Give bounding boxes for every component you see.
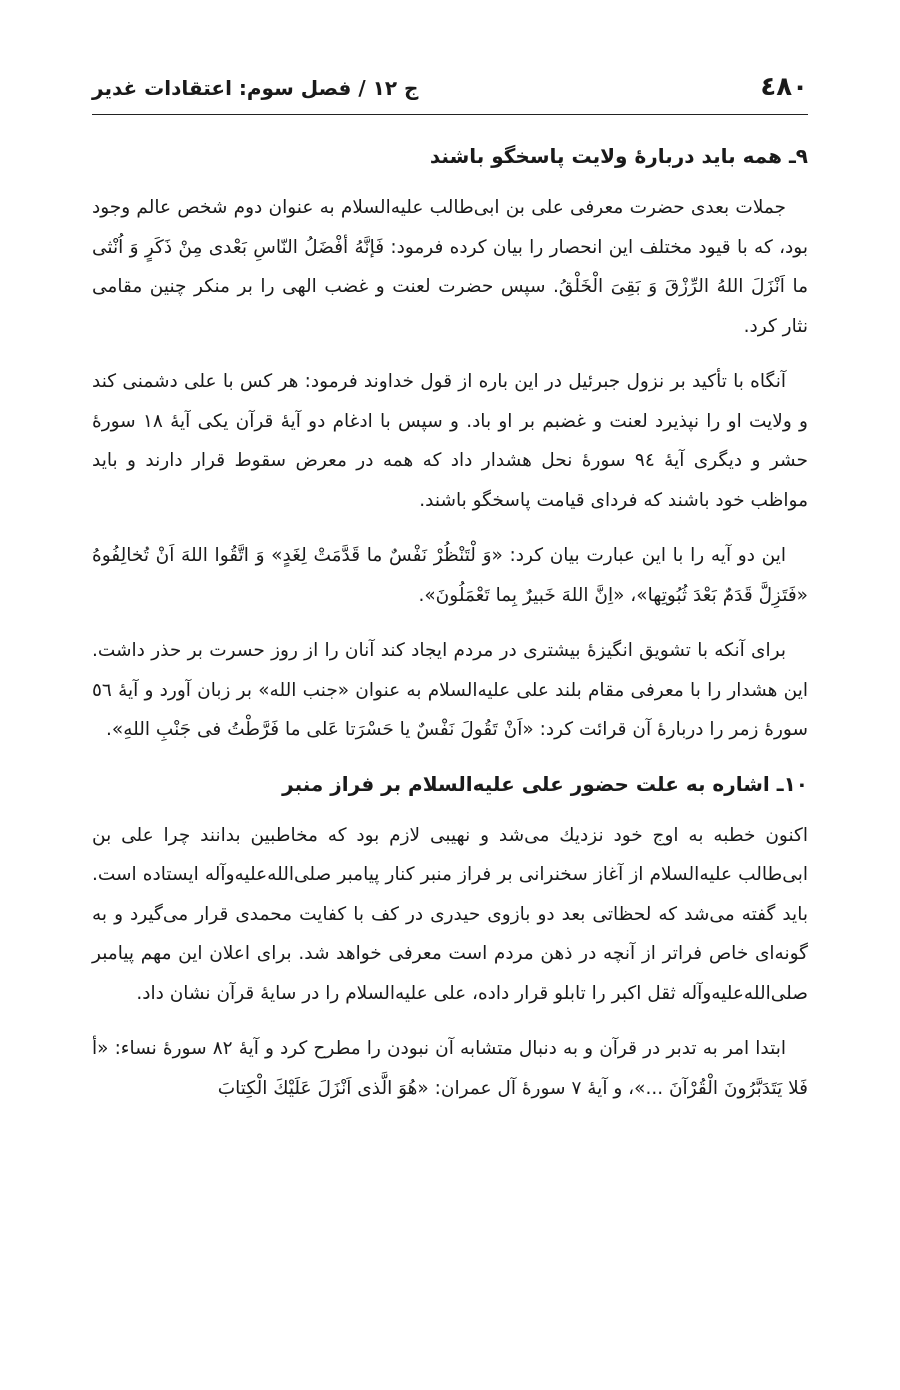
page-number: ٤٨٠ — [760, 72, 808, 102]
paragraph: ابتدا امر به تدبر در قرآن و به دنبال متشابه آن نبودن را مطرح كرد و آيۀ ٨٢ سورۀ نساء: «أ فَلا يَتَدَبَّرُونَ الْقُرْآنَ ...»، و آيۀ ٧ سورۀ آل عمران: «هُوَ الَّذى اَنْزَلَ عَلَيْكَ الْكِتابَ — [92, 1038, 808, 1099]
paragraph: براى آنكه با تشويق انگيزۀ بيشترى در مردم ايجاد كند آنان را از روز حسرت بر حذر داشت. اين هشدار را با معرفى مقام بلند على عليه‌السلام به عنوان «جنب الله» بر زبان آورد و آيۀ ٥٦ سورۀ زمر را دربارۀ آن قرائت كرد: «اَنْ تَقُولَ نَفْسٌ يا حَسْرَتا عَلى ما فَرَّطْتُ فى جَنْبِ اللهِ». — [92, 640, 808, 740]
paragraph: اين دو آيه را با اين عبارت بيان كرد: «وَ لْتَنْظُرْ نَفْسٌ ما قَدَّمَتْ لِغَدٍ» وَ اتَّقُوا اللهَ اَنْ تُخالِفُوهُ «فَتَزِلَّ قَدَمٌ بَعْدَ ثُبُوتِها»، «اِنَّ اللهَ خَبيرٌ بِما تَعْمَلُونَ». — [92, 545, 808, 606]
page-body — [92, 138, 808, 1124]
section-heading-9: ٩ـ همه بايد دربارۀ ولايت پاسخگو باشند — [429, 144, 808, 168]
paragraph: اكنون خطبه به اوج خود نزديك مى‌شد و نهيبى لازم بود كه مخاطبين بدانند چرا على بن ابى‌طالب عليه‌السلام از آغاز سخنرانى بر فراز منبر كنار پيامبر صلى‌الله‌عليه‌وآله ايستاده است. بايد گفته مى‌شد كه لحظاتى بعد دو بازوى حيدرى در كف با كفايت محمدى قرار مى‌گيرد و به گونه‌اى خاص فراتر از آنچه در ذهن مردم است معرفى خواهد شد. براى اعلان اين مهم پيامبر صلى‌الله‌عليه‌وآله ثقل اكبر را تابلو قرار داده، على عليه‌السلام را در سايۀ قرآن نشان داد. — [92, 824, 808, 1004]
paragraph: جملات بعدى حضرت معرفى على بن ابى‌طالب عليه‌السلام به عنوان دوم شخص عالم وجود بود، كه با قيود مختلف اين انحصار را بيان كرده فرمود: فَإنَّهُ أفْضَلُ النّاسِ بَعْدى مِنْ ذَكَرٍ وَ اُنْثى ما اَنْزَلَ اللهُ الرِّزْقَ وَ بَقِىَ الْخَلْقُ. سپس حضرت لعنت و غضب الهى را بر منكر چنين مقامى نثار كرد. — [92, 197, 808, 337]
section-heading-10: ١٠ـ اشاره به علت حضور على عليه‌السلام بر فراز منبر — [282, 771, 808, 796]
running-head: ج ١٢ / فصل سوم: اعتقادات غدير — [92, 76, 419, 100]
paragraph: آنگاه با تأكيد بر نزول جبرئيل در اين باره از قول خداوند فرمود: هر كس با على دشمنى كند و ولايت او را نپذيرد لعنت و غضبم بر او باد. و سپس با ادغام دو آيۀ قرآن يكى آيۀ ١٨ سورۀ حشر و ديگرى آيۀ ٩٤ سورۀ نحل هشدار داد كه همه در معرض سقوط قرار دارند و بايد مواظب خود باشند كه فرداى قيامت پاسخگو باشند. — [92, 371, 808, 511]
page-header — [92, 66, 808, 115]
